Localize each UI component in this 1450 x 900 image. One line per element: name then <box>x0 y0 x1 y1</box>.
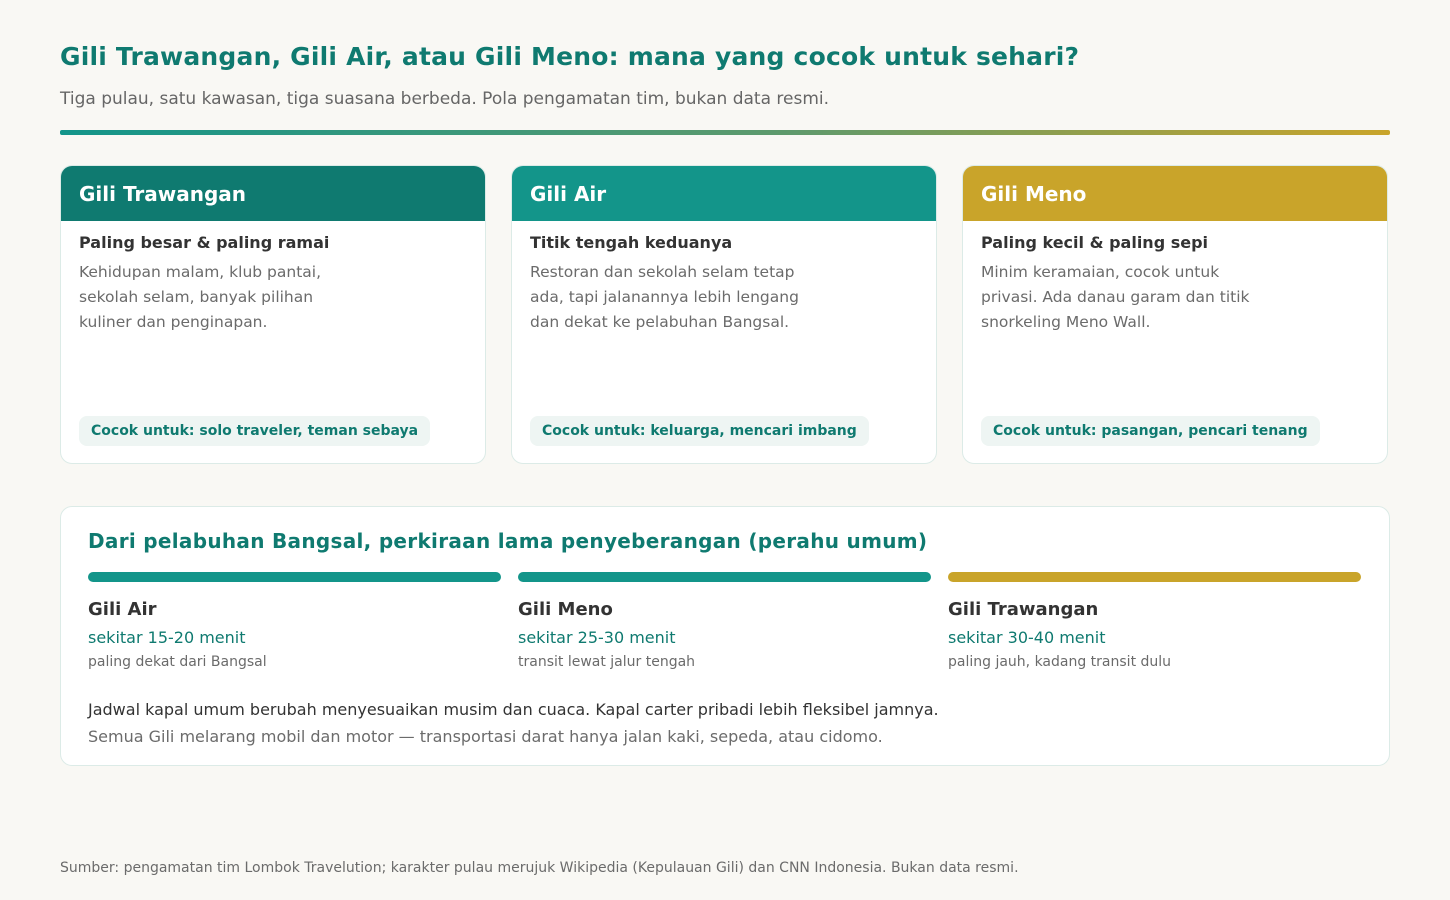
card-description: Kehidupan malam, klub pantai, sekolah selam, banyak pilihan kuliner dan penginapan. <box>79 263 322 331</box>
route-name: Gili Air <box>88 599 157 620</box>
route-name: Gili Meno <box>518 599 613 620</box>
card-header: Gili Meno <box>963 166 1387 221</box>
card-tagline: Paling besar & paling ramai <box>79 233 330 252</box>
route-name: Gili Trawangan <box>948 599 1099 620</box>
ferry-panel <box>60 506 1390 766</box>
card-fit-badge: Cocok untuk: pasangan, pencari tenang <box>981 416 1320 446</box>
route-time: sekitar 30-40 menit <box>948 628 1106 647</box>
card-header: Gili Air <box>512 166 936 221</box>
route-note: paling jauh, kadang transit dulu <box>948 654 1172 670</box>
route-gili-trawangan <box>948 572 1361 670</box>
route-gili-air <box>88 572 501 670</box>
card-tagline: Paling kecil & paling sepi <box>981 233 1209 252</box>
route-note: transit lewat jalur tengah <box>518 654 696 670</box>
card-fit-badge: Cocok untuk: keluarga, mencari imbang <box>530 416 869 446</box>
card-gili-meno <box>962 165 1388 464</box>
card-gili-trawangan <box>60 165 486 464</box>
route-bar <box>948 572 1361 582</box>
card-header: Gili Trawangan <box>61 166 485 221</box>
route-bar <box>518 572 931 582</box>
source-note: Sumber: pengamatan tim Lombok Travelution; karakter pulau merujuk Wikipedia (Kepulauan Gili) dan CNN Indonesia. Bukan data resmi. <box>60 860 1019 876</box>
card-fit-badge: Cocok untuk: solo traveler, teman sebaya <box>79 416 430 446</box>
card-description: Minim keramaian, cocok untuk privasi. Ada danau garam dan titik snorkeling Meno Wall. <box>981 263 1250 331</box>
page-subtitle: Tiga pulau, satu kawasan, tiga suasana berbeda. Pola pengamatan tim, bukan data resmi. <box>60 89 830 109</box>
schedule-note: Jadwal kapal umum berubah menyesuaikan musim dan cuaca. Kapal carter pribadi lebih fleksibel jamnya. <box>88 700 939 719</box>
route-time: sekitar 15-20 menit <box>88 628 246 647</box>
card-gili-air <box>511 165 937 464</box>
header-divider <box>60 130 1390 135</box>
island-cards <box>60 165 1390 465</box>
transport-note: Semua Gili melarang mobil dan motor — transportasi darat hanya jalan kaki, sepeda, atau cidomo. <box>88 727 883 746</box>
page-title: Gili Trawangan, Gili Air, atau Gili Meno: mana yang cocok untuk sehari? <box>60 42 1080 71</box>
card-tagline: Titik tengah keduanya <box>530 233 733 252</box>
route-time: sekitar 25-30 menit <box>518 628 676 647</box>
route-gili-meno <box>518 572 931 670</box>
ferry-title: Dari pelabuhan Bangsal, perkiraan lama penyeberangan (perahu umum) <box>88 529 928 553</box>
route-note: paling dekat dari Bangsal <box>88 654 267 670</box>
card-description: Restoran dan sekolah selam tetap ada, tapi jalanannya lebih lengang dan dekat ke pelabuhan Bangsal. <box>530 263 799 331</box>
route-bar <box>88 572 501 582</box>
